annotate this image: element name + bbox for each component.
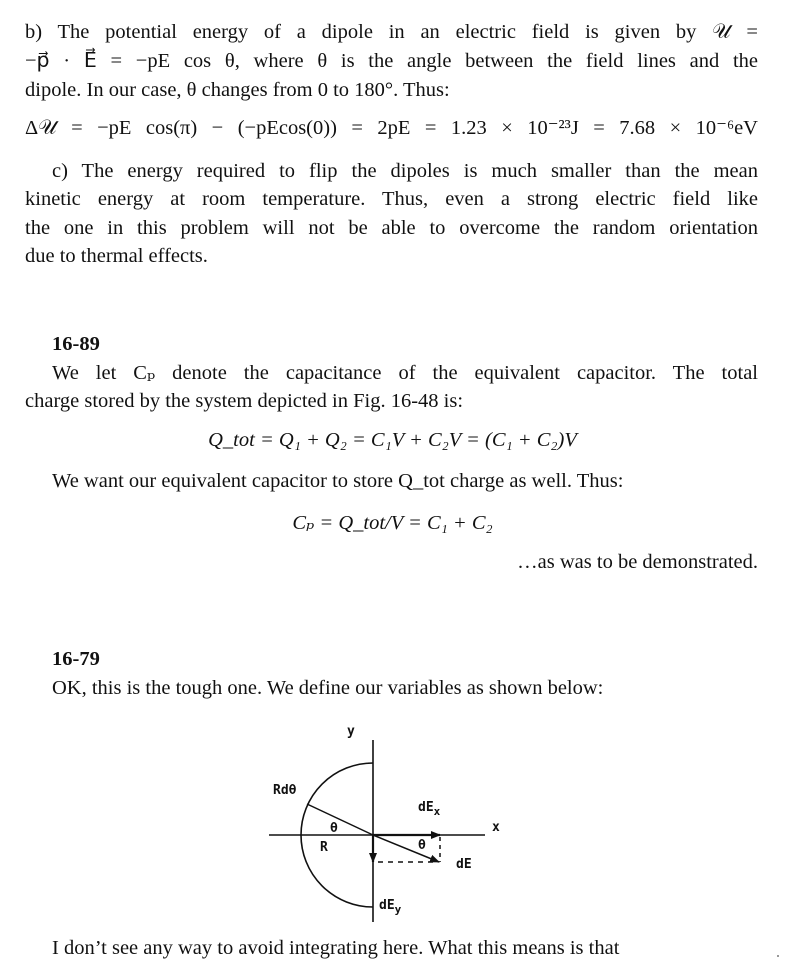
- problem-16-89-line-2: charge stored by the system depicted in Fig. 16-48 is:: [25, 390, 464, 412]
- radius-label: R: [320, 840, 328, 855]
- part-c-line-2: kinetic energy at room temperature. Thus, even a strong electric field like: [25, 188, 758, 210]
- dEx-label: $dE_x$: [418, 800, 441, 818]
- problem-16-79-line-1: OK, this is the tough one. We define our variables as shown below:: [52, 677, 604, 699]
- problem-16-89-line-1: We let Cₚ denote the capacitance of the equivalent capacitor. The total: [52, 362, 758, 384]
- part-b-line-3: dipole. In our case, θ changes from 0 to 180°. Thus:: [25, 79, 450, 101]
- problem-16-89-heading: 16-89: [52, 333, 100, 355]
- part-b-line-1: b) The potential energy of a dipole in an electric field is given by 𝒰 =: [25, 21, 758, 43]
- dE-vector: [373, 835, 439, 862]
- problem-16-89-line-3: We want our equivalent capacitor to store Q_tot charge as well. Thus:: [52, 470, 624, 492]
- center-angle-label: θ: [330, 821, 338, 836]
- y-axis-label: y: [347, 724, 355, 739]
- part-c-line-3: the one in this problem will not be able to overcome the random orientation: [25, 217, 758, 239]
- part-b-line-2: −p⃗ · E⃗ = −pE cos θ, where θ is the angle between the field lines and the: [25, 50, 758, 72]
- field-angle-label: θ: [418, 838, 426, 853]
- problem-16-89-equation-1: Q_tot = Q₁ + Q₂ = C₁V + C₂V = (C₁ + C₂)V: [208, 429, 577, 451]
- dEy-label: $dE_y$: [379, 898, 402, 916]
- problem-16-79-line-2: I don’t see any way to avoid integrating here. What this means is that: [52, 937, 620, 959]
- scan-speck: [777, 955, 779, 957]
- radius-line: [307, 804, 373, 835]
- x-axis-label: x: [492, 820, 500, 835]
- part-c-line-4: due to thermal effects.: [25, 245, 208, 267]
- part-c-line-1: c) The energy required to flip the dipoles is much smaller than the mean: [52, 160, 758, 182]
- part-b-equation: Δ𝒰 = −pE cos(π) − (−pEcos(0)) = 2pE = 1.23 × 10⁻²³J = 7.68 × 10⁻⁶eV: [25, 117, 758, 139]
- problem-16-89-equation-2: Cₚ = Q_tot/V = C₁ + C₂: [292, 512, 493, 534]
- dE-label: dE: [456, 857, 472, 872]
- problem-16-89-conclusion: …as was to be demonstrated.: [517, 551, 758, 573]
- problem-16-79-heading: 16-79: [52, 648, 100, 670]
- arc-element-label: Rdθ: [273, 783, 297, 798]
